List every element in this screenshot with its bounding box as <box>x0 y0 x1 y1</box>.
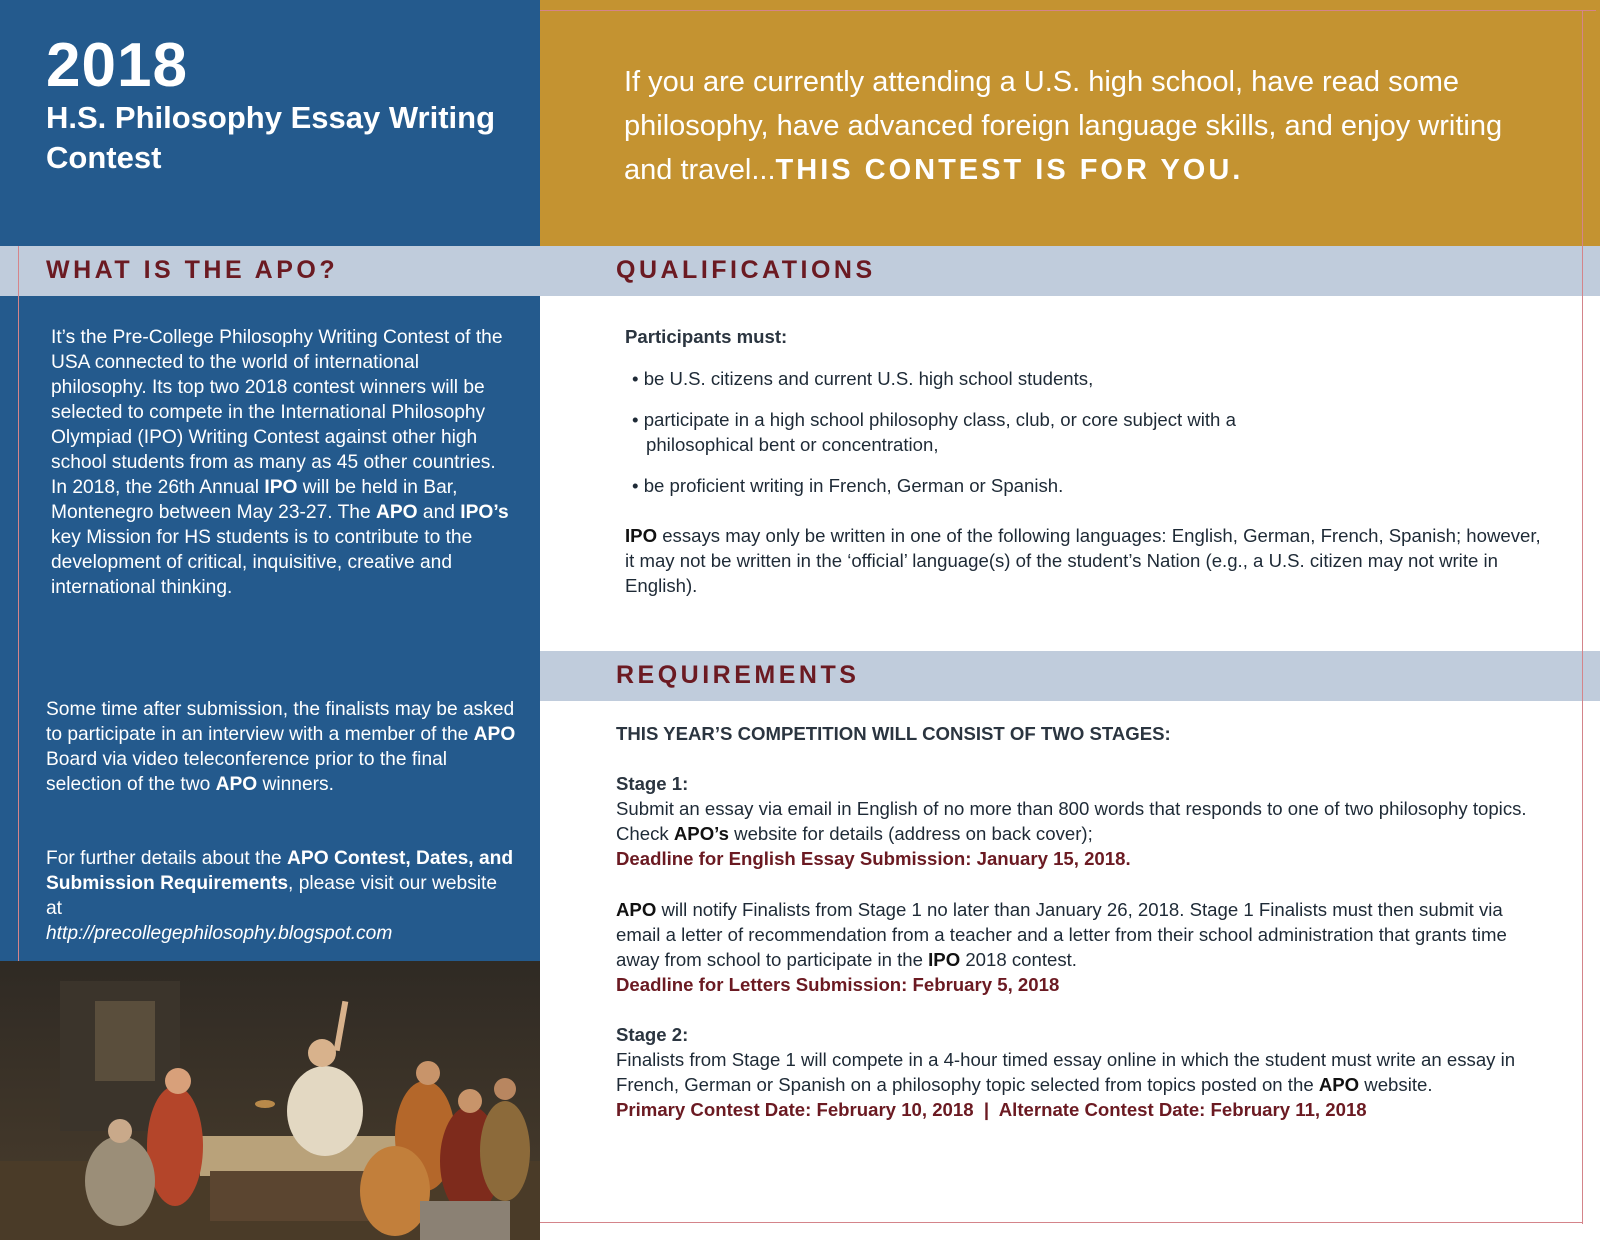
stage-1-block: Stage 1: Submit an essay via email in English of no more than 800 words that responds to one of two philosophy topics. Check APO’s website for details (address on back cover); Deadline for English Essay Submission: January 15, 2018. <box>616 773 1527 869</box>
stage-2-block: Stage 2: Finalists from Stage 1 will compete in a 4-hour timed essay online in which the student must write an essay in French, German or Spanish on a philosophy topic selected from topics posted on the APO website. Primary Contest Date: February 10, 2018 | Alternate Contest Date: February 11, 2018 <box>616 1024 1516 1120</box>
frame-line-bottom <box>540 1222 1583 1223</box>
stage-1-label: Stage 1: <box>616 773 689 794</box>
apo-paragraph-3: For further details about the APO Contest, Dates, and Submission Requirements, please visit our website at http://precollegephilosophy.blogspot.com <box>46 848 514 944</box>
frame-line-top <box>540 10 1596 11</box>
intro-emphasis: THIS CONTEST IS FOR YOU. <box>775 154 1244 186</box>
socrates-painting <box>0 961 540 1240</box>
requirements-heading: REQUIREMENTS <box>616 661 860 689</box>
contest-title: H.S. Philosophy Essay Writing Contest <box>46 100 496 175</box>
apo-paragraph-2: Some time after submission, the finalists may be asked to participate in an interview with a member of the APO Board via video teleconference prior to the final selection of the two APO winners. <box>46 699 516 795</box>
qualification-item-2: • participate in a high school philosophy class, club, or core subject with a philosophical bent or concentration, <box>632 409 1236 455</box>
participants-intro: Participants must: <box>625 326 788 347</box>
qualifications-heading: QUALIFICATIONS <box>616 256 876 284</box>
stage-2-label: Stage 2: <box>616 1024 689 1045</box>
apo-heading: WHAT IS THE APO? <box>46 256 339 284</box>
stages-title: THIS YEAR’S COMPETITION WILL CONSIST OF TWO STAGES: <box>616 723 1171 744</box>
qualification-item-3: • be proficient writing in French, German or Spanish. <box>632 475 1064 496</box>
intro-text <box>624 60 1544 192</box>
letters-deadline: Deadline for Letters Submission: February 5, 2018 <box>616 974 1060 995</box>
frame-line-right <box>1582 10 1583 1224</box>
apo-paragraph-1: It’s the Pre-College Philosophy Writing Contest of the USA connected to the world of international philosophy. Its top two 2018 contest winners will be selected to compete in the International Philosophy Olympiad (IPO) Writing Contest against other high school students from as many as 45 other countries. In 2018, the 26th Annual IPO will be held in Bar, Montenegro between May 23-27. The APO and IPO’s key Mission for HS students is to contribute to the development of critical, inquisitive, creative and international thinking. <box>51 327 509 598</box>
qualification-item-1: • be U.S. citizens and current U.S. high school students, <box>632 368 1094 389</box>
website-link[interactable]: http://precollegephilosophy.blogspot.com <box>46 923 393 944</box>
contest-dates: Primary Contest Date: February 10, 2018 | Alternate Contest Date: February 11, 2018 <box>616 1099 1367 1120</box>
painting-svg <box>0 961 540 1240</box>
ipo-language-note: IPO essays may only be written in one of the following languages: English, German, French, Spanish; however, it may not be written in the ‘official’ language(s) of the student’s Nation (e.g., a U.S. citizen may not write in English). <box>625 525 1541 596</box>
contest-year: 2018 <box>46 31 188 100</box>
notification-block: APO will notify Finalists from Stage 1 no later than January 26, 2018. Stage 1 Finalists must then submit via email a letter of recommendation from a teacher and a letter from their school administration that grants time away from school to participate in the IPO 2018 contest. Deadline for Letters Submission: February 5, 2018 <box>616 899 1507 995</box>
intro-body: If you are currently attending a U.S. high school, have read some philosophy, have advanced foreign language skills, and enjoy writing and travel... <box>624 66 1503 186</box>
english-essay-deadline: Deadline for English Essay Submission: January 15, 2018. <box>616 848 1131 869</box>
